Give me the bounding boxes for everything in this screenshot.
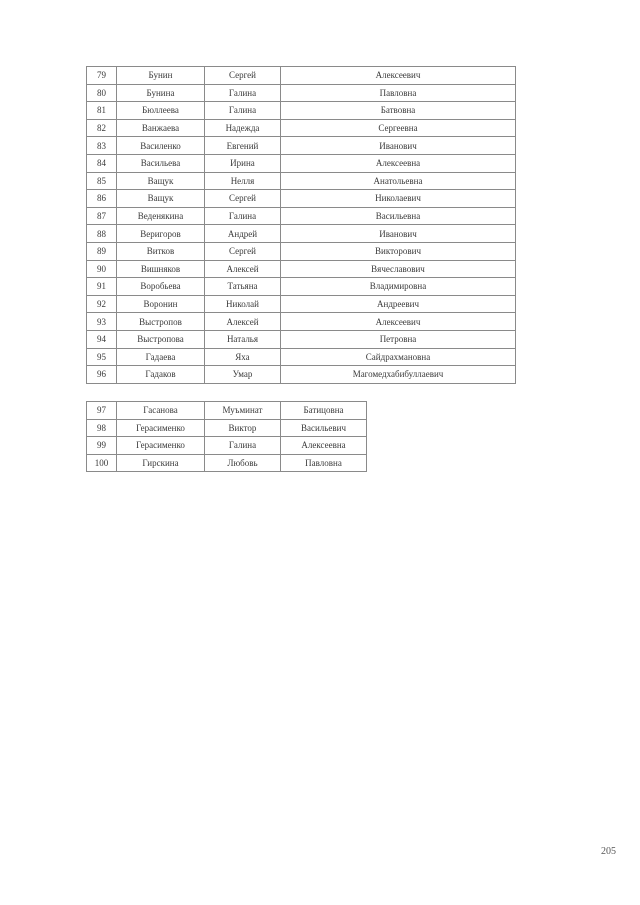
patronymic-cell: Вячеславович: [281, 260, 516, 278]
surname-cell: Веригоров: [117, 225, 205, 243]
first-name-cell: Алексей: [205, 260, 281, 278]
table-row: [87, 190, 516, 208]
surname-cell: Василенко: [117, 137, 205, 155]
first-name-cell: Андрей: [205, 225, 281, 243]
table-row: [87, 137, 516, 155]
row-number: 84: [87, 154, 117, 172]
page-number: 205: [601, 846, 616, 857]
first-name-cell: Галина: [205, 102, 281, 120]
row-number: 86: [87, 190, 117, 208]
surname-cell: Бунина: [117, 84, 205, 102]
patronymic-cell: Андреевич: [281, 295, 516, 313]
surname-cell: Выстропов: [117, 313, 205, 331]
surname-cell: Ващук: [117, 190, 205, 208]
names-table-lower-body: [87, 402, 367, 472]
row-number: 81: [87, 102, 117, 120]
row-number: 82: [87, 119, 117, 137]
surname-cell: Ванжаева: [117, 119, 205, 137]
row-number: 91: [87, 278, 117, 296]
first-name-cell: Наталья: [205, 330, 281, 348]
row-number: 97: [87, 402, 117, 420]
surname-cell: Ващук: [117, 172, 205, 190]
patronymic-cell: Иванович: [281, 225, 516, 243]
patronymic-cell: Викторович: [281, 242, 516, 260]
table-row: [87, 102, 516, 120]
patronymic-cell: Николаевич: [281, 190, 516, 208]
first-name-cell: Евгений: [205, 137, 281, 155]
row-number: 89: [87, 242, 117, 260]
table-row: [87, 154, 516, 172]
names-table-upper: [86, 66, 516, 384]
first-name-cell: Сергей: [205, 190, 281, 208]
patronymic-cell: Батицовна: [281, 402, 367, 420]
row-number: 79: [87, 67, 117, 85]
surname-cell: Вишняков: [117, 260, 205, 278]
names-table-upper-body: [87, 67, 516, 384]
patronymic-cell: Анатольевна: [281, 172, 516, 190]
table-row: [87, 225, 516, 243]
patronymic-cell: Алексеевна: [281, 154, 516, 172]
table-row: [87, 313, 516, 331]
row-number: 99: [87, 437, 117, 455]
row-number: 90: [87, 260, 117, 278]
first-name-cell: Галина: [205, 207, 281, 225]
row-number: 85: [87, 172, 117, 190]
surname-cell: Воронин: [117, 295, 205, 313]
first-name-cell: Николай: [205, 295, 281, 313]
patronymic-cell: Васильевич: [281, 419, 367, 437]
table-row: [87, 366, 516, 384]
patronymic-cell: Васильевна: [281, 207, 516, 225]
table-row: [87, 207, 516, 225]
first-name-cell: Виктор: [205, 419, 281, 437]
surname-cell: Веденякина: [117, 207, 205, 225]
first-name-cell: Сергей: [205, 242, 281, 260]
row-number: 95: [87, 348, 117, 366]
patronymic-cell: Сайдрахмановна: [281, 348, 516, 366]
patronymic-cell: Павловна: [281, 454, 367, 472]
names-table-lower: [86, 401, 367, 472]
table-row: [87, 242, 516, 260]
first-name-cell: Алексей: [205, 313, 281, 331]
row-number: 94: [87, 330, 117, 348]
first-name-cell: Татьяна: [205, 278, 281, 296]
table-row: [87, 454, 367, 472]
row-number: 96: [87, 366, 117, 384]
surname-cell: Выстропова: [117, 330, 205, 348]
table-row: [87, 67, 516, 85]
first-name-cell: Муъминат: [205, 402, 281, 420]
surname-cell: Васильева: [117, 154, 205, 172]
table-row: [87, 172, 516, 190]
table-row: [87, 278, 516, 296]
table-row: [87, 348, 516, 366]
patronymic-cell: Магомедхабибуллаевич: [281, 366, 516, 384]
table-row: [87, 437, 367, 455]
first-name-cell: Умар: [205, 366, 281, 384]
surname-cell: Гирскина: [117, 454, 205, 472]
table-row: [87, 260, 516, 278]
first-name-cell: Галина: [205, 84, 281, 102]
row-number: 80: [87, 84, 117, 102]
table-row: [87, 419, 367, 437]
patronymic-cell: Батвовна: [281, 102, 516, 120]
first-name-cell: Ирина: [205, 154, 281, 172]
surname-cell: Воробьева: [117, 278, 205, 296]
surname-cell: Гадаков: [117, 366, 205, 384]
surname-cell: Бюллеева: [117, 102, 205, 120]
table-row: [87, 330, 516, 348]
first-name-cell: Галина: [205, 437, 281, 455]
patronymic-cell: Павловна: [281, 84, 516, 102]
surname-cell: Герасименко: [117, 437, 205, 455]
patronymic-cell: Иванович: [281, 137, 516, 155]
table-row: [87, 119, 516, 137]
patronymic-cell: Владимировна: [281, 278, 516, 296]
patronymic-cell: Алексеевна: [281, 437, 367, 455]
first-name-cell: Нелля: [205, 172, 281, 190]
patronymic-cell: Алексеевич: [281, 313, 516, 331]
first-name-cell: Яха: [205, 348, 281, 366]
patronymic-cell: Петровна: [281, 330, 516, 348]
table-row: [87, 84, 516, 102]
surname-cell: Гадаева: [117, 348, 205, 366]
surname-cell: Герасименко: [117, 419, 205, 437]
surname-cell: Витков: [117, 242, 205, 260]
row-number: 98: [87, 419, 117, 437]
table-row: [87, 295, 516, 313]
patronymic-cell: Алексеевич: [281, 67, 516, 85]
surname-cell: Гасанова: [117, 402, 205, 420]
row-number: 88: [87, 225, 117, 243]
first-name-cell: Надежда: [205, 119, 281, 137]
row-number: 87: [87, 207, 117, 225]
patronymic-cell: Сергеевна: [281, 119, 516, 137]
table-row: [87, 402, 367, 420]
first-name-cell: Любовь: [205, 454, 281, 472]
row-number: 93: [87, 313, 117, 331]
row-number: 83: [87, 137, 117, 155]
first-name-cell: Сергей: [205, 67, 281, 85]
surname-cell: Бунин: [117, 67, 205, 85]
row-number: 100: [87, 454, 117, 472]
row-number: 92: [87, 295, 117, 313]
